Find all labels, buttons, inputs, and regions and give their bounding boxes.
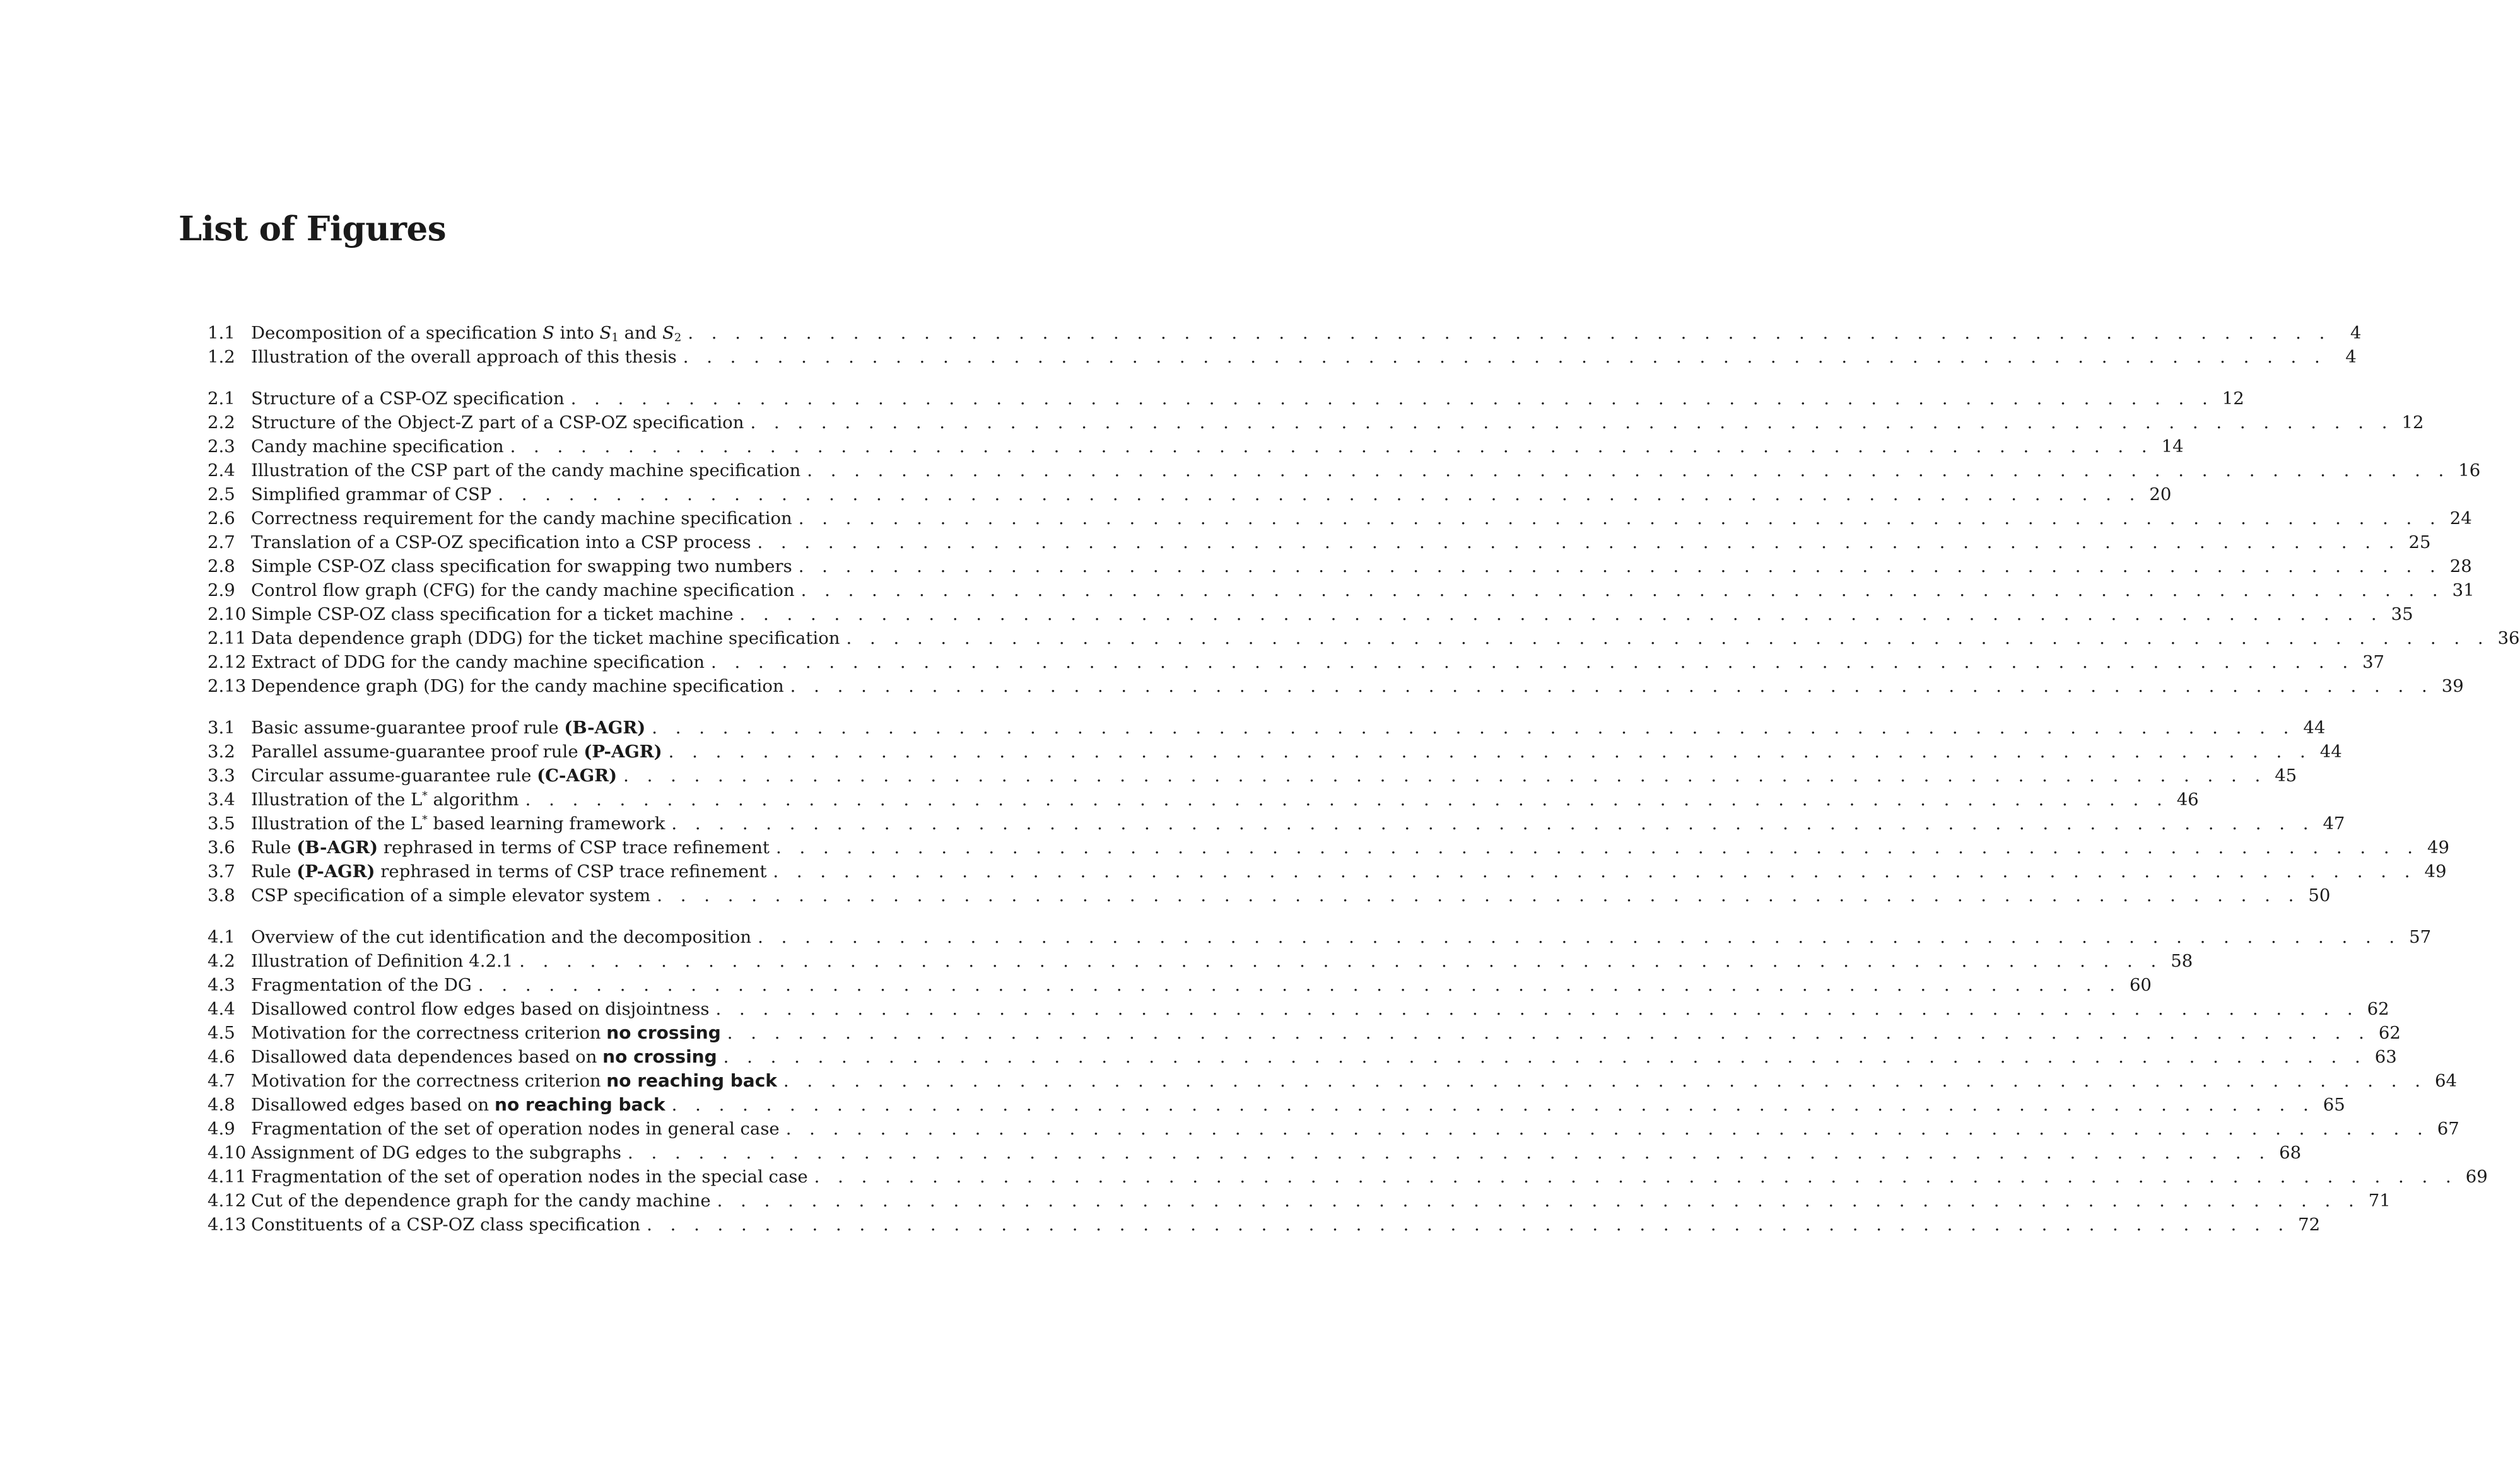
figure-number: 2.13 — [208, 676, 247, 696]
page-number: 72 — [2298, 1215, 2321, 1235]
figure-number: 4.4 — [208, 999, 235, 1019]
figure-number: 4.12 — [208, 1191, 247, 1211]
figure-title: Control flow graph (CFG) for the candy machine specification — [251, 580, 795, 600]
figure-title: Rule (B-AGR) rephrased in terms of CSP trace refinement — [251, 837, 770, 858]
figure-entry-2-7[interactable] — [208, 530, 2431, 554]
figure-title: Correctness requirement for the candy machine specification — [251, 508, 792, 528]
figure-number: 4.1 — [208, 927, 235, 947]
figure-number: 4.13 — [208, 1215, 247, 1235]
page-number: 12 — [2401, 412, 2424, 433]
figure-entry-4-1[interactable] — [208, 925, 2432, 949]
page-number: 63 — [2374, 1047, 2397, 1067]
figure-number: 4.6 — [208, 1047, 235, 1067]
leader-dots: . . . . . . . . . . . . . . . . . . . . . . . . . . . . . . . . . . . . . . . . . . . . . . . . . . . . . . . . . . . . . . . . . . . . . . — [814, 1167, 2458, 1187]
figure-entry-2-11[interactable] — [208, 626, 2520, 650]
figure-number: 4.11 — [208, 1167, 247, 1187]
leader-dots: . . . . . . . . . . . . . . . . . . . . . . . . . . . . . . . . . . . . . . . . . . . . . . . . . . . . . . . . . . . . . . . . . . . . . . — [688, 323, 2331, 343]
figure-number: 2.12 — [208, 652, 247, 672]
chapter-1-figures — [208, 321, 2362, 369]
figure-number: 2.2 — [208, 412, 235, 433]
figure-title: Cut of the dependence graph for the candy machine — [251, 1191, 711, 1211]
page-number: 49 — [2424, 861, 2447, 882]
leader-dots: . . . . . . . . . . . . . . . . . . . . . . . . . . . . . . . . . . . . . . . . . . . . . . . . . . . . . . . . . . . . . . . . . . . . . . — [498, 484, 2142, 504]
leader-dots: . . . . . . . . . . . . . . . . . . . . . . . . . . . . . . . . . . . . . . . . . . . . . . . . . . . . . . . . . . . . . . . . . . . . . . — [775, 837, 2420, 858]
figure-entry-4-11[interactable] — [208, 1165, 2488, 1189]
figure-entry-4-13[interactable] — [208, 1213, 2321, 1237]
page-number: 62 — [2367, 999, 2389, 1019]
page-number: 16 — [2458, 460, 2481, 481]
figure-entry-4-7[interactable] — [208, 1069, 2457, 1093]
figure-entry-4-10[interactable] — [208, 1141, 2302, 1165]
leader-dots: . . . . . . . . . . . . . . . . . . . . . . . . . . . . . . . . . . . . . . . . . . . . . . . . . . . . . . . . . . . . . . . . . . . . . . — [798, 556, 2442, 576]
figure-number: 3.4 — [208, 790, 235, 810]
figure-number: 3.1 — [208, 718, 235, 738]
figure-title: Illustration of the L* algorithm — [251, 790, 519, 810]
figure-number: 3.2 — [208, 742, 235, 762]
leader-dots: . . . . . . . . . . . . . . . . . . . . . . . . . . . . . . . . . . . . . . . . . . . . . . . . . . . . . . . . . . . . . . . . . . . . . . — [647, 1215, 2290, 1235]
leader-dots: . . . . . . . . . . . . . . . . . . . . . . . . . . . . . . . . . . . . . . . . . . . . . . . . . . . . . . . . . . . . . . . . . . . . . . — [846, 628, 2490, 648]
figure-number: 2.9 — [208, 580, 235, 600]
leader-dots: . . . . . . . . . . . . . . . . . . . . . . . . . . . . . . . . . . . . . . . . . . . . . . . . . . . . . . . . . . . . . . . . . . . . . . — [807, 460, 2451, 481]
figure-title: Dependence graph (DG) for the candy machine specification — [251, 676, 784, 696]
figure-title: Overview of the cut identification and the decomposition — [251, 927, 752, 947]
figure-title: Motivation for the correctness criterion no reaching back — [251, 1070, 777, 1091]
leader-dots: . . . . . . . . . . . . . . . . . . . . . . . . . . . . . . . . . . . . . . . . . . . . . . . . . . . . . . . . . . . . . . . . . . . . . . — [478, 975, 2121, 995]
figure-number: 3.5 — [208, 813, 235, 834]
figure-number: 4.8 — [208, 1095, 235, 1115]
figure-number: 4.2 — [208, 951, 235, 971]
figure-number: 2.3 — [208, 436, 235, 457]
page-number: 49 — [2427, 837, 2450, 858]
figure-entry-3-4[interactable] — [208, 788, 2199, 812]
figure-entry-2-13[interactable] — [208, 674, 2464, 698]
figure-number: 2.5 — [208, 484, 235, 504]
leader-dots: . . . . . . . . . . . . . . . . . . . . . . . . . . . . . . . . . . . . . . . . . . . . . . . . . . . . . . . . . . . . . . . . . . . . . . — [727, 1023, 2371, 1043]
page-number: 71 — [2368, 1191, 2391, 1211]
figure-title: Illustration of Definition 4.2.1 — [251, 951, 513, 971]
figure-entry-3-2[interactable] — [208, 740, 2342, 764]
figure-title: Fragmentation of the set of operation nodes in the special case — [251, 1167, 808, 1187]
chapter-2-figures — [208, 387, 2520, 698]
figure-title: Basic assume-guarantee proof rule (B-AGR) — [251, 718, 646, 738]
leader-dots: . . . . . . . . . . . . . . . . . . . . . . . . . . . . . . . . . . . . . . . . . . . . . . . . . . . . . . . . . . . . . . . . . . . . . . — [711, 652, 2355, 672]
page-number: 65 — [2323, 1095, 2345, 1115]
figure-entry-4-4[interactable] — [208, 997, 2389, 1021]
page-number: 39 — [2441, 676, 2464, 696]
figure-title: Circular assume-guarantee rule (C-AGR) — [251, 766, 618, 786]
page-number: 31 — [2452, 580, 2475, 600]
page-number: 36 — [2497, 628, 2520, 648]
figure-title: Decomposition of a specification S into $S_1$ and $S_2$ — [251, 323, 682, 344]
leader-dots: . . . . . . . . . . . . . . . . . . . . . . . . . . . . . . . . . . . . . . . . . . . . . . . . . . . . . . . . . . . . . . . . . . . . . . — [652, 718, 2295, 738]
page-number: 46 — [2176, 790, 2199, 810]
chapter-4-figures — [208, 925, 2488, 1237]
figure-title: Constituents of a CSP-OZ class specification — [251, 1215, 641, 1235]
leader-dots: . . . . . . . . . . . . . . . . . . . . . . . . . . . . . . . . . . . . . . . . . . . . . . . . . . . . . . . . . . . . . . . . . . . . . . — [790, 676, 2434, 696]
page-number: 35 — [2391, 604, 2413, 624]
leader-dots: . . . . . . . . . . . . . . . . . . . . . . . . . . . . . . . . . . . . . . . . . . . . . . . . . . . . . . . . . . . . . . . . . . . . . . — [668, 742, 2312, 762]
figure-number: 4.5 — [208, 1023, 235, 1043]
page-number: 44 — [2319, 742, 2342, 762]
figure-entry-2-1[interactable] — [208, 387, 2244, 411]
page-number: 12 — [2222, 388, 2244, 409]
page-number: 50 — [2308, 885, 2331, 906]
figure-title: Structure of a CSP-OZ specification — [251, 388, 565, 409]
figure-entry-2-6[interactable] — [208, 506, 2472, 530]
leader-dots: . . . . . . . . . . . . . . . . . . . . . . . . . . . . . . . . . . . . . . . . . . . . . . . . . . . . . . . . . . . . . . . . . . . . . . — [739, 604, 2383, 624]
figure-title: Simplified grammar of CSP — [251, 484, 492, 504]
figure-number: 2.8 — [208, 556, 235, 576]
page-number: 28 — [2449, 556, 2472, 576]
page-number: 58 — [2171, 951, 2193, 971]
leader-dots: . . . . . . . . . . . . . . . . . . . . . . . . . . . . . . . . . . . . . . . . . . . . . . . . . . . . . . . . . . . . . . . . . . . . . . — [525, 790, 2169, 810]
figure-title: Data dependence graph (DDG) for the ticket machine specification — [251, 628, 840, 648]
figure-title: Rule (P-AGR) rephrased in terms of CSP trace refinement — [251, 861, 767, 882]
chapter-3-figures — [208, 716, 2450, 907]
figure-number: 2.7 — [208, 532, 235, 552]
figure-number: 4.9 — [208, 1119, 235, 1139]
leader-dots: . . . . . . . . . . . . . . . . . . . . . . . . . . . . . . . . . . . . . . . . . . . . . . . . . . . . . . . . . . . . . . . . . . . . . . — [519, 951, 2163, 971]
figure-title: Disallowed control flow edges based on disjointness — [251, 999, 710, 1019]
figure-title: Fragmentation of the set of operation nodes in general case — [251, 1119, 780, 1139]
leader-dots: . . . . . . . . . . . . . . . . . . . . . . . . . . . . . . . . . . . . . . . . . . . . . . . . . . . . . . . . . . . . . . . . . . . . . . — [715, 999, 2359, 1019]
figure-title: Structure of the Object-Z part of a CSP-OZ specification — [251, 412, 744, 433]
figure-entry-3-3[interactable] — [208, 764, 2297, 788]
figure-title: Illustration of the L* based learning framework — [251, 813, 665, 834]
figure-entry-2-12[interactable] — [208, 650, 2385, 674]
leader-dots: . . . . . . . . . . . . . . . . . . . . . . . . . . . . . . . . . . . . . . . . . . . . . . . . . . . . . . . . . . . . . . . . . . . . . . — [723, 1047, 2367, 1067]
leader-dots: . . . . . . . . . . . . . . . . . . . . . . . . . . . . . . . . . . . . . . . . . . . . . . . . . . . . . . . . . . . . . . . . . . . . . . — [683, 347, 2326, 367]
page-title: List of Figures — [179, 209, 447, 248]
page-number: 47 — [2323, 813, 2345, 834]
figure-number: 2.6 — [208, 508, 235, 528]
list-of-figures — [208, 321, 2520, 1254]
leader-dots: . . . . . . . . . . . . . . . . . . . . . . . . . . . . . . . . . . . . . . . . . . . . . . . . . . . . . . . . . . . . . . . . . . . . . . — [717, 1191, 2360, 1211]
figure-title: Motivation for the correctness criterion no crossing — [251, 1022, 721, 1043]
page-number: 67 — [2437, 1119, 2459, 1139]
leader-dots: . . . . . . . . . . . . . . . . . . . . . . . . . . . . . . . . . . . . . . . . . . . . . . . . . . . . . . . . . . . . . . . . . . . . . . — [570, 388, 2214, 409]
figure-entry-2-5[interactable] — [208, 482, 2172, 506]
figure-title: CSP specification of a simple elevator system — [251, 885, 651, 906]
page-number: 64 — [2434, 1071, 2457, 1091]
figure-entry-3-1[interactable] — [208, 716, 2326, 740]
figure-title: Simple CSP-OZ class specification for a ticket machine — [251, 604, 734, 624]
leader-dots: . . . . . . . . . . . . . . . . . . . . . . . . . . . . . . . . . . . . . . . . . . . . . . . . . . . . . . . . . . . . . . . . . . . . . . — [623, 766, 2267, 786]
figure-title: Extract of DDG for the candy machine specification — [251, 652, 705, 672]
figure-entry-4-3[interactable] — [208, 973, 2152, 997]
page-number: 25 — [2408, 532, 2431, 552]
leader-dots: . . . . . . . . . . . . . . . . . . . . . . . . . . . . . . . . . . . . . . . . . . . . . . . . . . . . . . . . . . . . . . . . . . . . . . — [671, 1095, 2315, 1115]
page-number: 4 — [2345, 347, 2357, 367]
figure-entry-2-4[interactable] — [208, 458, 2481, 482]
leader-dots: . . . . . . . . . . . . . . . . . . . . . . . . . . . . . . . . . . . . . . . . . . . . . . . . . . . . . . . . . . . . . . . . . . . . . . — [657, 885, 2300, 906]
page-number: 69 — [2465, 1167, 2488, 1187]
leader-dots: . . . . . . . . . . . . . . . . . . . . . . . . . . . . . . . . . . . . . . . . . . . . . . . . . . . . . . . . . . . . . . . . . . . . . . — [628, 1143, 2271, 1163]
figure-entry-2-8[interactable] — [208, 554, 2472, 578]
leader-dots: . . . . . . . . . . . . . . . . . . . . . . . . . . . . . . . . . . . . . . . . . . . . . . . . . . . . . . . . . . . . . . . . . . . . . . — [671, 813, 2315, 834]
page-number: 68 — [2279, 1143, 2302, 1163]
figure-entry-3-6[interactable] — [208, 836, 2450, 860]
figure-number: 2.4 — [208, 460, 235, 481]
figure-title: Illustration of the overall approach of this thesis — [251, 347, 677, 367]
figure-entry-2-10[interactable] — [208, 602, 2413, 626]
figure-entry-3-7[interactable] — [208, 860, 2447, 883]
figure-number: 1.2 — [208, 347, 235, 367]
figure-entry-4-5[interactable] — [208, 1021, 2401, 1045]
page-number: 14 — [2161, 436, 2184, 457]
figure-number: 3.6 — [208, 837, 235, 858]
figure-entry-4-2[interactable] — [208, 949, 2193, 973]
leader-dots: . . . . . . . . . . . . . . . . . . . . . . . . . . . . . . . . . . . . . . . . . . . . . . . . . . . . . . . . . . . . . . . . . . . . . . — [750, 412, 2394, 433]
figure-number: 3.7 — [208, 861, 235, 882]
figure-title: Simple CSP-OZ class specification for swapping two numbers — [251, 556, 792, 576]
figure-number: 2.10 — [208, 604, 247, 624]
page-number: 44 — [2303, 718, 2326, 738]
page-number: 60 — [2129, 975, 2152, 995]
leader-dots: . . . . . . . . . . . . . . . . . . . . . . . . . . . . . . . . . . . . . . . . . . . . . . . . . . . . . . . . . . . . . . . . . . . . . . — [758, 927, 2401, 947]
leader-dots: . . . . . . . . . . . . . . . . . . . . . . . . . . . . . . . . . . . . . . . . . . . . . . . . . . . . . . . . . . . . . . . . . . . . . . — [757, 532, 2401, 552]
figure-title: Fragmentation of the DG — [251, 975, 472, 995]
figure-title: Candy machine specification — [251, 436, 504, 457]
figure-entry-2-2[interactable] — [208, 411, 2424, 434]
leader-dots: . . . . . . . . . . . . . . . . . . . . . . . . . . . . . . . . . . . . . . . . . . . . . . . . . . . . . . . . . . . . . . . . . . . . . . — [800, 580, 2444, 600]
leader-dots: . . . . . . . . . . . . . . . . . . . . . . . . . . . . . . . . . . . . . . . . . . . . . . . . . . . . . . . . . . . . . . . . . . . . . . — [510, 436, 2154, 457]
page-number: 45 — [2275, 766, 2297, 786]
page-number: 57 — [2409, 927, 2432, 947]
figure-entry-2-3[interactable] — [208, 434, 2184, 458]
leader-dots: . . . . . . . . . . . . . . . . . . . . . . . . . . . . . . . . . . . . . . . . . . . . . . . . . . . . . . . . . . . . . . . . . . . . . . — [785, 1119, 2429, 1139]
figure-title: Disallowed edges based on no reaching back — [251, 1094, 665, 1115]
figure-entry-2-9[interactable] — [208, 578, 2475, 602]
page-number: 4 — [2350, 323, 2362, 343]
figure-number: 1.1 — [208, 323, 235, 343]
figure-number: 3.8 — [208, 885, 235, 906]
page-number: 62 — [2378, 1023, 2401, 1043]
figure-entry-3-8[interactable] — [208, 883, 2331, 907]
leader-dots: . . . . . . . . . . . . . . . . . . . . . . . . . . . . . . . . . . . . . . . . . . . . . . . . . . . . . . . . . . . . . . . . . . . . . . — [773, 861, 2417, 882]
figure-title: Assignment of DG edges to the subgraphs — [251, 1143, 622, 1163]
figure-number: 4.7 — [208, 1071, 235, 1091]
figure-entry-4-12[interactable] — [208, 1189, 2391, 1213]
page-number: 37 — [2362, 652, 2385, 672]
figure-number: 4.3 — [208, 975, 235, 995]
figure-entry-4-8[interactable] — [208, 1093, 2345, 1117]
page-number: 24 — [2449, 508, 2472, 528]
figure-title: Disallowed data dependences based on no crossing — [251, 1046, 717, 1067]
figure-number: 2.11 — [208, 628, 247, 648]
leader-dots: . . . . . . . . . . . . . . . . . . . . . . . . . . . . . . . . . . . . . . . . . . . . . . . . . . . . . . . . . . . . . . . . . . . . . . — [783, 1071, 2427, 1091]
figure-entry-1-2[interactable] — [208, 345, 2357, 369]
figure-title: Illustration of the CSP part of the candy machine specification — [251, 460, 801, 481]
page-number: 20 — [2149, 484, 2172, 504]
figure-entry-1-1[interactable] — [208, 321, 2362, 345]
figure-number: 3.3 — [208, 766, 235, 786]
figure-number: 2.1 — [208, 388, 235, 409]
figure-title: Parallel assume-guarantee proof rule (P-AGR) — [251, 742, 662, 762]
figure-title: Translation of a CSP-OZ specification into a CSP process — [251, 532, 751, 552]
leader-dots: . . . . . . . . . . . . . . . . . . . . . . . . . . . . . . . . . . . . . . . . . . . . . . . . . . . . . . . . . . . . . . . . . . . . . . — [798, 508, 2442, 528]
figure-entry-4-9[interactable] — [208, 1117, 2459, 1141]
figure-entry-3-5[interactable] — [208, 812, 2345, 836]
figure-number: 4.10 — [208, 1143, 247, 1163]
figure-entry-4-6[interactable] — [208, 1045, 2397, 1069]
